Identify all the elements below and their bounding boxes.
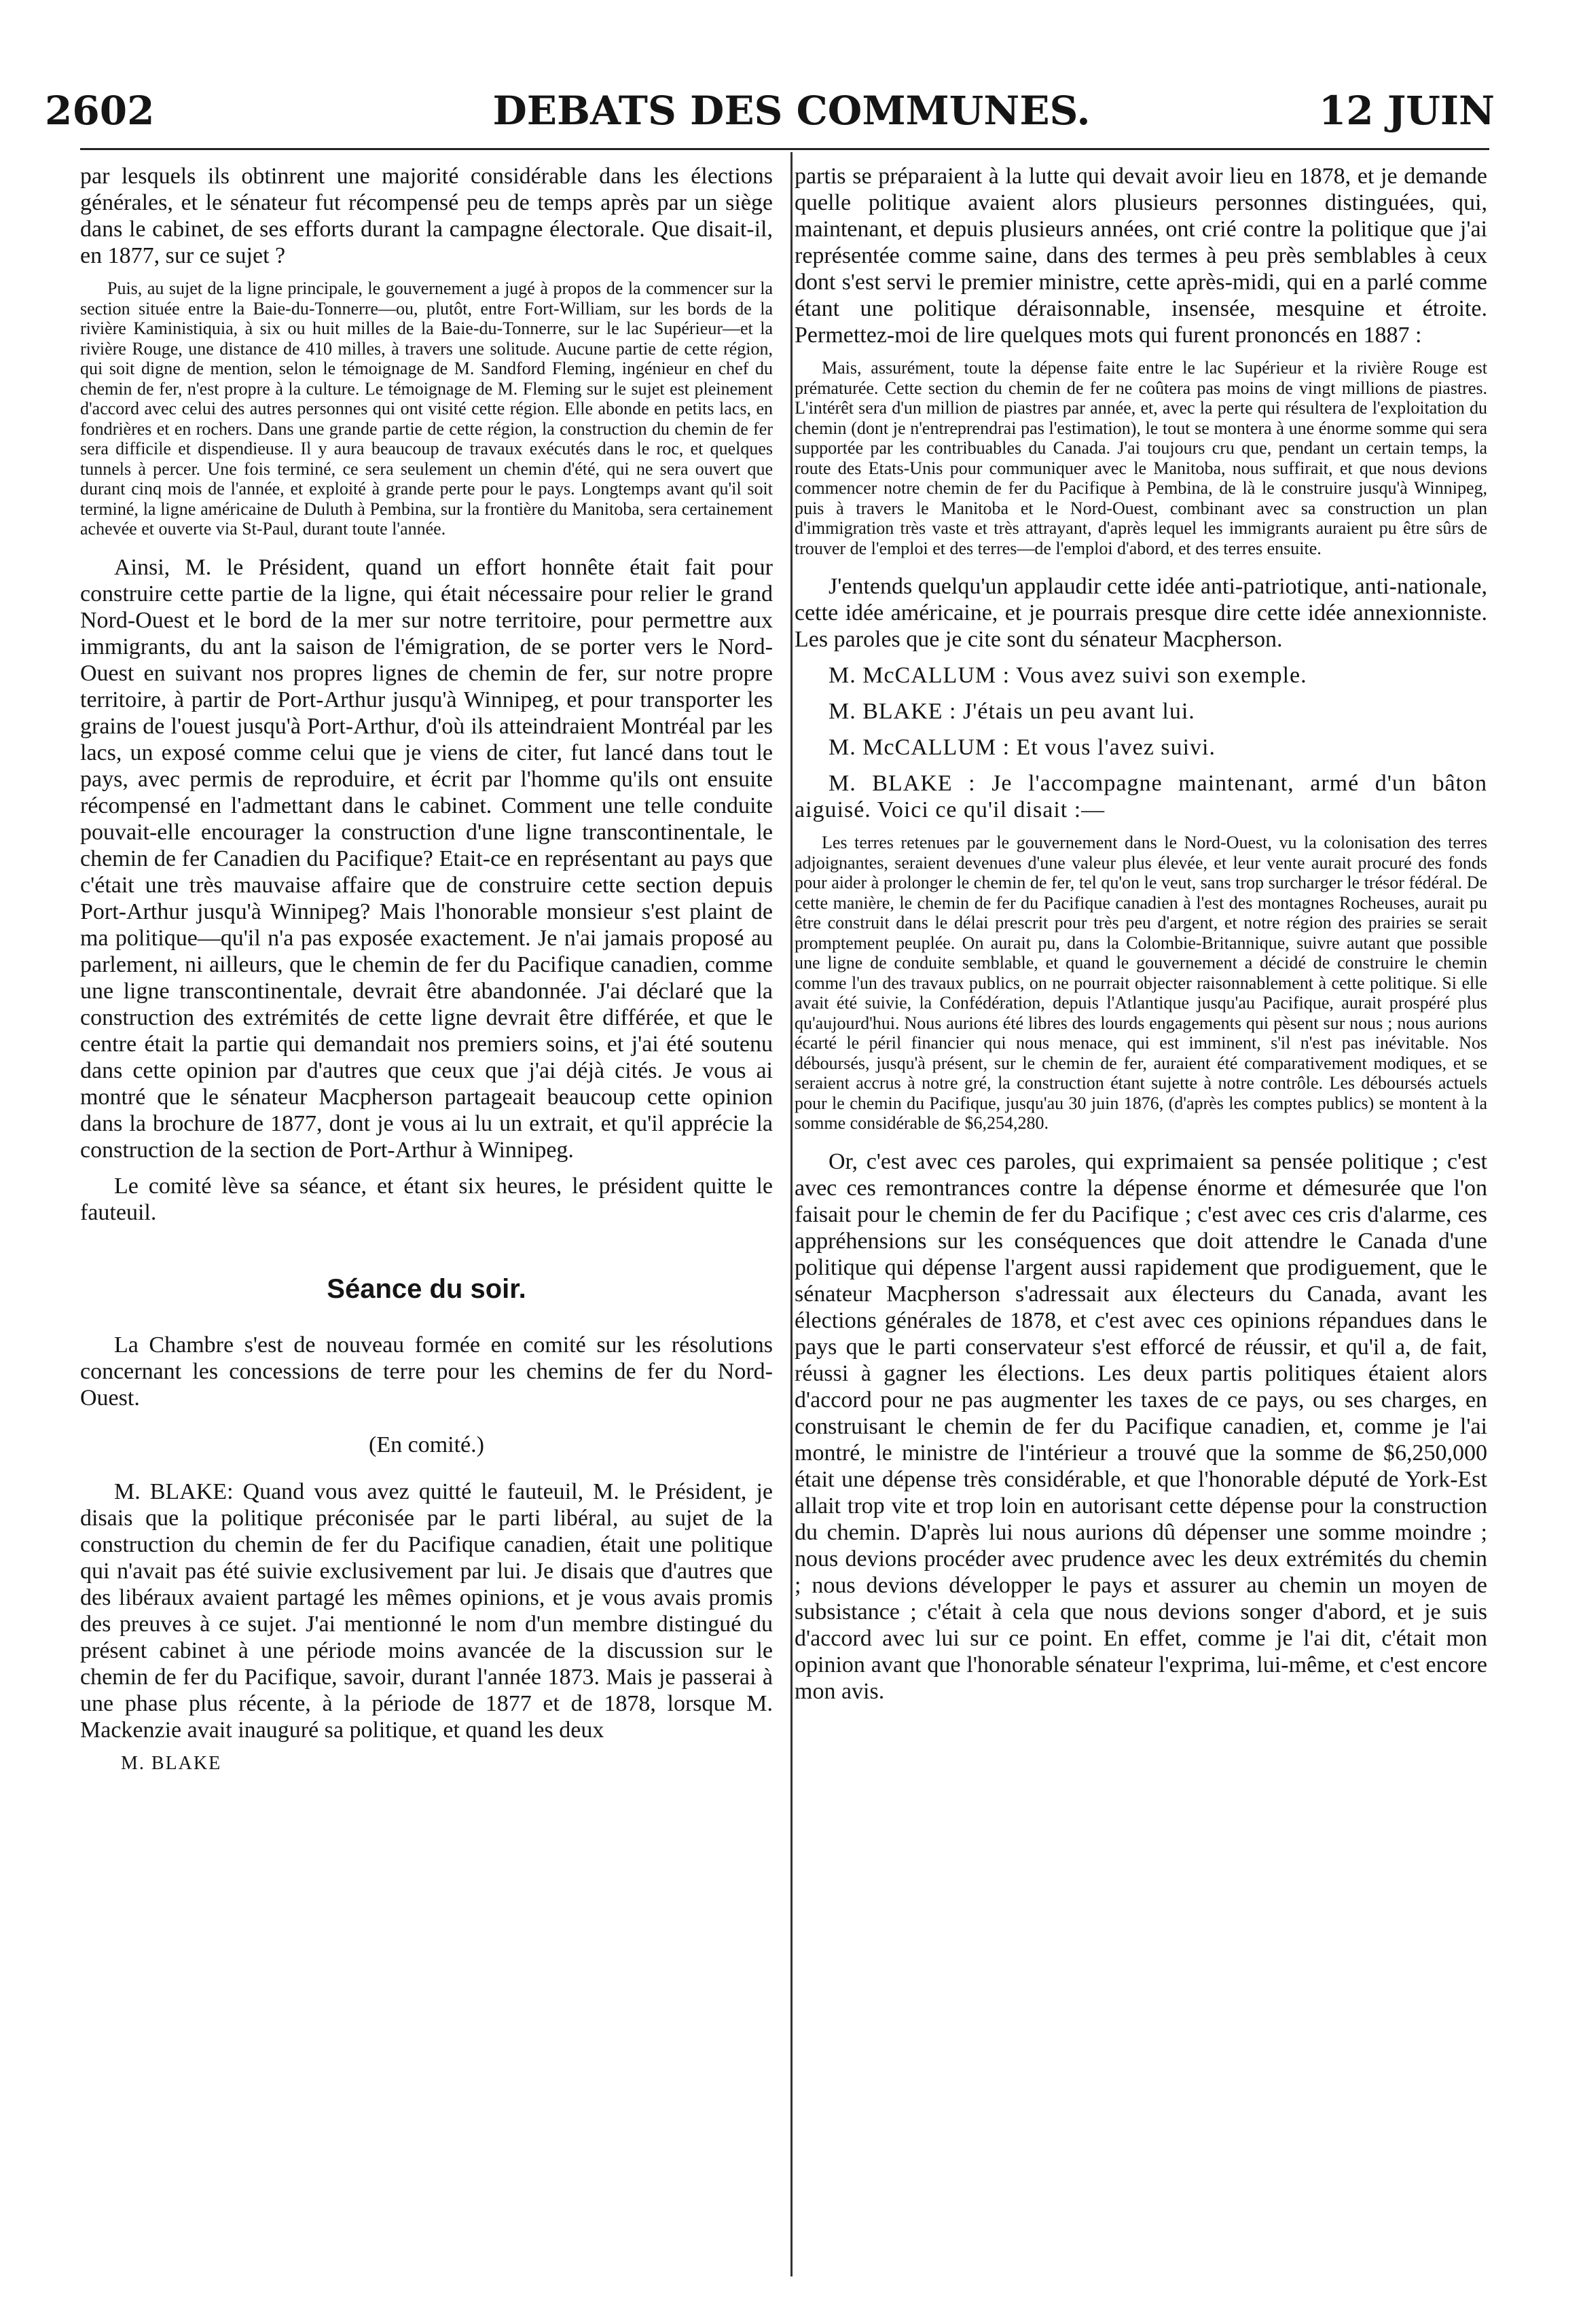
quotation: Mais, assurément, toute la dépense faite entre le lac Supérieur et la rivière Rouge est prématurée. Cette section du chemin de fer ne coûtera pas moins de vingt millions de piastres. L'intérêt sera d'un million de piastres par année, et, avec la perte qui résultera de l'exploitation du chemin (dont je n'entreprendrai pas l'estimation), le tout se montera à une énorme somme qui sera supportée par les contribuables du Canada. J'ai toujours cru que, pendant un certain temps, la route des Etats-Unis pour communiquer avec le Manitoba, nous suffirait, et que nous devions commencer notre chemin de fer du Pacifique à Pembina, de là le construire jusqu'à Winnipeg, puis à travers le Manitoba et le Nord-Ouest, combinant avec sa construction un plan d'immigration très vaste et très attrayant, d'après lequel les immigrants auraient pu être sûrs de trouver de l'emploi et des terres—de l'emploi d'abord, et des terres ensuite. [795, 358, 1487, 558]
right-column [795, 163, 1487, 1714]
paragraph: Ainsi, M. le Président, quand un effort honnête était fait pour construire cette partie de la ligne, qui était nécessaire pour relier le grand Nord-Ouest et le bord de la mer sur notre territoire, pour permettre aux immigrants, du ant la saison de l'émigration, de se porter vers le Nord-Ouest en suivant nos propres lignes de chemin de fer, sur notre propre territoire, à partir de Port-Arthur jusqu'à Winnipeg, et pour transporter les grains de l'ouest jusqu'à Port-Arthur, d'où ils atteindraient Montréal par les lacs, un exposé comme celui que je viens de citer, fut lancé dans tout le pays, avec permis de reproduire, et écrit par l'homme qu'ils ont ensuite récompensé en l'admettant dans le cabinet. Comment une telle conduite pouvait-elle encourager la construction d'une ligne transcontinentale, le chemin de fer Canadien du Pacifique? Etait-ce en représentant au pays que c'était une très mauvaise affaire que de construire cette section depuis Port-Arthur jusqu'à Winnipeg? Mais l'honorable monsieur s'est plaint de ma politique—qu'il n'a pas exposée exactement. Je n'ai jamais proposé au parlement, ni ailleurs, que le chemin de fer du Pacifique canadien, comme une ligne transcontinentale, devrait être abandonnée. J'ai déclaré que la construction des extrémités de cette ligne devrait être différée, et que le centre était la partie qui demandait nos premiers soins, et j'ai été soutenu dans cette opinion par d'autres que ceux que j'ai déjà cités. Je vous ai montré que le sénateur Macpherson partageait beaucoup cette opinion dans la brochure de 1877, dont je vous ai lu un extrait, et qu'il apprécie la construction de la section de Port-Arthur à Winnipeg. [80, 554, 773, 1163]
column-divider [790, 152, 793, 2276]
paragraph: par lesquels ils obtinrent une majorité considérable dans les élections générales, et le sénateur fut récompensé peu de temps après par un siège dans le cabinet, de ses efforts durant la campagne électorale. Que disait-il, en 1877, sur ce sujet ? [80, 164, 773, 268]
paragraph: partis se préparaient à la lutte qui devait avoir lieu en 1878, et je demande quelle politique avaient alors plusieurs personnes distinguées, qui, maintenant, et depuis plusieurs années, ont crié contre la politique que j'ai représentée comme saine, dans des termes à peu près semblables à ceux dont s'est servi le premier ministre, cette après-midi, qui en a parlé comme étant une politique déraisonnable, insensée, mesquine et étroite. Permettez-moi de lire quelques mots qui furent prononcés en 1887 : [795, 164, 1487, 348]
section-heading: Séance du soir. [327, 1273, 526, 1304]
quotation: Puis, au sujet de la ligne principale, le gouvernement a jugé à propos de la commencer sur la section située entre la Baie-du-Tonnerre—ou, plutôt, entre Fort-William, sur les bords de la rivière Kaministiquia, à six ou huit milles de la Baie-du-Tonnerre, sur le lac Supérieur—et la rivière Rouge, une distance de 410 milles, à travers une solitude. Aucune partie de cette région, qui soit digne de mention, selon le témoignage de M. Sandford Fleming, ingénieur en chef du chemin de fer, n'est propre à la culture. Le témoignage de M. Fleming sur le sujet est pleinement d'accord avec celui des autres personnes qui ont visité cette région. Elle abonde en petits lacs, en fondrières et en rochers. Dans une grande partie de cette région, la construction du chemin de fer sera difficile et dispendieuse. Il y aura beaucoup de travaux exécutés dans le roc, et quelques tunnels à percer. Une fois terminé, ce sera seulement un chemin d'été, qui ne sera ouvert que durant cinq mois de l'année, et exploité à grande perte pour le pays. Longtemps avant qu'il soit terminé, la ligne américaine de Duluth à Pembina, sur la frontière du Manitoba, sera certainement achevée et ouverte via St-Paul, durant toute l'année. [80, 278, 773, 539]
paragraph: Or, c'est avec ces paroles, qui exprimaient sa pensée politique ; c'est avec ces remontrances contre la dépense énorme et démesurée que l'on faisait pour le chemin de fer du Pacifique ; c'est avec ces cris d'alarme, ces appréhensions sur les conséquences que doit attendre le Canada d'une politique qui dépense l'argent aussi rapidement que prodiguement, que le sénateur Macpherson s'adressait aux électeurs du Canada, avant les élections générales de 1878, et c'est avec ces opinions répandues dans le pays que le parti conservateur s'est efforcé de réussir, et qu'il a, de fait, réussi à gagner les élections. Les deux partis politiques étaient alors d'accord pour ne pas augmenter les taxes de ce pays, ou ses charges, en construisant le chemin de fer du Pacifique canadien, et, comme je l'ai montré, le ministre de l'intérieur a trouvé que la somme de $6,250,000 était une dépense très considérable, et que l'honorable député de York-Est allait trop vite et trop loin en autorisant cette dépense pour la construction du chemin. D'après lui nous aurions dû dépenser une somme moindre ; nous devions procéder avec prudence avec les deux extrémités du chemin ; nous devions développer le pays et assurer au chemin un moyen de subsistance ; c'était à cela que nous devions songer d'abord, et je suis d'accord avec lui sur ce point. En effet, comme je l'ai dit, c'était mon opinion avant que l'honorable sénateur l'exprima, lui-même, et c'est encore mon avis. [795, 1148, 1487, 1704]
page-number: 2602 [45, 88, 155, 134]
quotation: Les terres retenues par le gouvernement dans le Nord-Ouest, vu la colonisation des terres adjoignantes, seraient devenues d'une valeur plus élevée, et leur vente aurait procuré des fonds pour aider à prolonger le chemin de fer, tel qu'on le veut, sans trop surcharger le trésor fédéral. De cette manière, le chemin de fer du Pacifique canadien à l'est des montagnes Rocheuses, aurait pu être construit dans le délai prescrit pour très peu d'argent, et notre région des prairies se serait promptement peuplée. On aurait pu, dans la Colombie-Britannique, suivre autant que possible une ligne de conduite semblable, et quand le gouvernement a décidé de construire le chemin comme l'un des travaux publics, on ne pourrait objecter raisonnablement à cette politique. Si elle avait été suivie, la Confédération, depuis l'Atlantique jusqu'au Pacifique, aurait prospéré plus qu'aujourd'hui. Nous aurions été libres des lourds engagements qui pèsent sur nous ; nous aurions écarté le péril financier qui nous menace, qui est imminent, s'il n'est pas inévitable. Nos déboursés, jusqu'à présent, sur le chemin de fer, auraient été comparativement modiques, et se seraient accrus à notre gré, la construction étant sujette à notre contrôle. Les déboursés actuels pour le chemin du Pacifique, jusqu'au 30 juin 1876, (d'après les comptes publics) se montent à la somme considérable de $6,254,280. [795, 833, 1487, 1133]
dialogue-line: M. McCALLUM : Et vous l'avez suivi. [829, 735, 1216, 760]
left-column [80, 163, 773, 1775]
dialogue-line: M. McCALLUM : Vous avez suivi son exemple. [829, 663, 1307, 688]
committee-note: (En comité.) [369, 1432, 484, 1457]
page-date: 12 JUIN [1318, 88, 1495, 134]
dialogue-line: M. BLAKE : J'étais un peu avant lui. [829, 699, 1195, 724]
paragraph: J'entends quelqu'un applaudir cette idée anti-patriotique, anti-nationale, cette idée américaine, et je pourrais presque dire cette idée annexionniste. Les paroles que je cite sont du sénateur Macpherson. [795, 574, 1487, 652]
speech-paragraph: M. BLAKE: Quand vous avez quitté le fauteuil, M. le Président, je disais que la politique préconisée par le parti libéral, au sujet de la construction du chemin de fer du Pacifique canadien, était une politique qui n'avait pas été suivie exclusivement par lui. Je disais que d'autres que des libéraux avaient partagé les mêmes opinions, et je vous avais promis des preuves à ce sujet. J'ai mentionné le nom d'un membre distingué du présent cabinet à une période moins avancée de la discussion sur le chemin de fer du Pacifique, savoir, durant l'année 1873. Mais je passerai à une phase plus récente, à la période de 1877 et de 1878, lorsque M. Mackenzie avait inauguré sa politique, et quand les deux [80, 1478, 773, 1743]
paragraph: Le comité lève sa séance, et étant six heures, le président quitte le fauteuil. [80, 1173, 773, 1225]
page-footer-speaker: M. BLAKE [121, 1752, 222, 1774]
dialogue-line: M. BLAKE : Je l'accompagne maintenant, armé d'un bâton aiguisé. Voici ce qu'il disait :— [795, 771, 1487, 822]
page-title: DEBATS DES COMMUNES. [492, 88, 1091, 134]
header-rule [80, 148, 1489, 150]
paragraph: La Chambre s'est de nouveau formée en comité sur les résolutions concernant les concessions de terre pour les chemins de fer du Nord-Ouest. [80, 1332, 773, 1411]
